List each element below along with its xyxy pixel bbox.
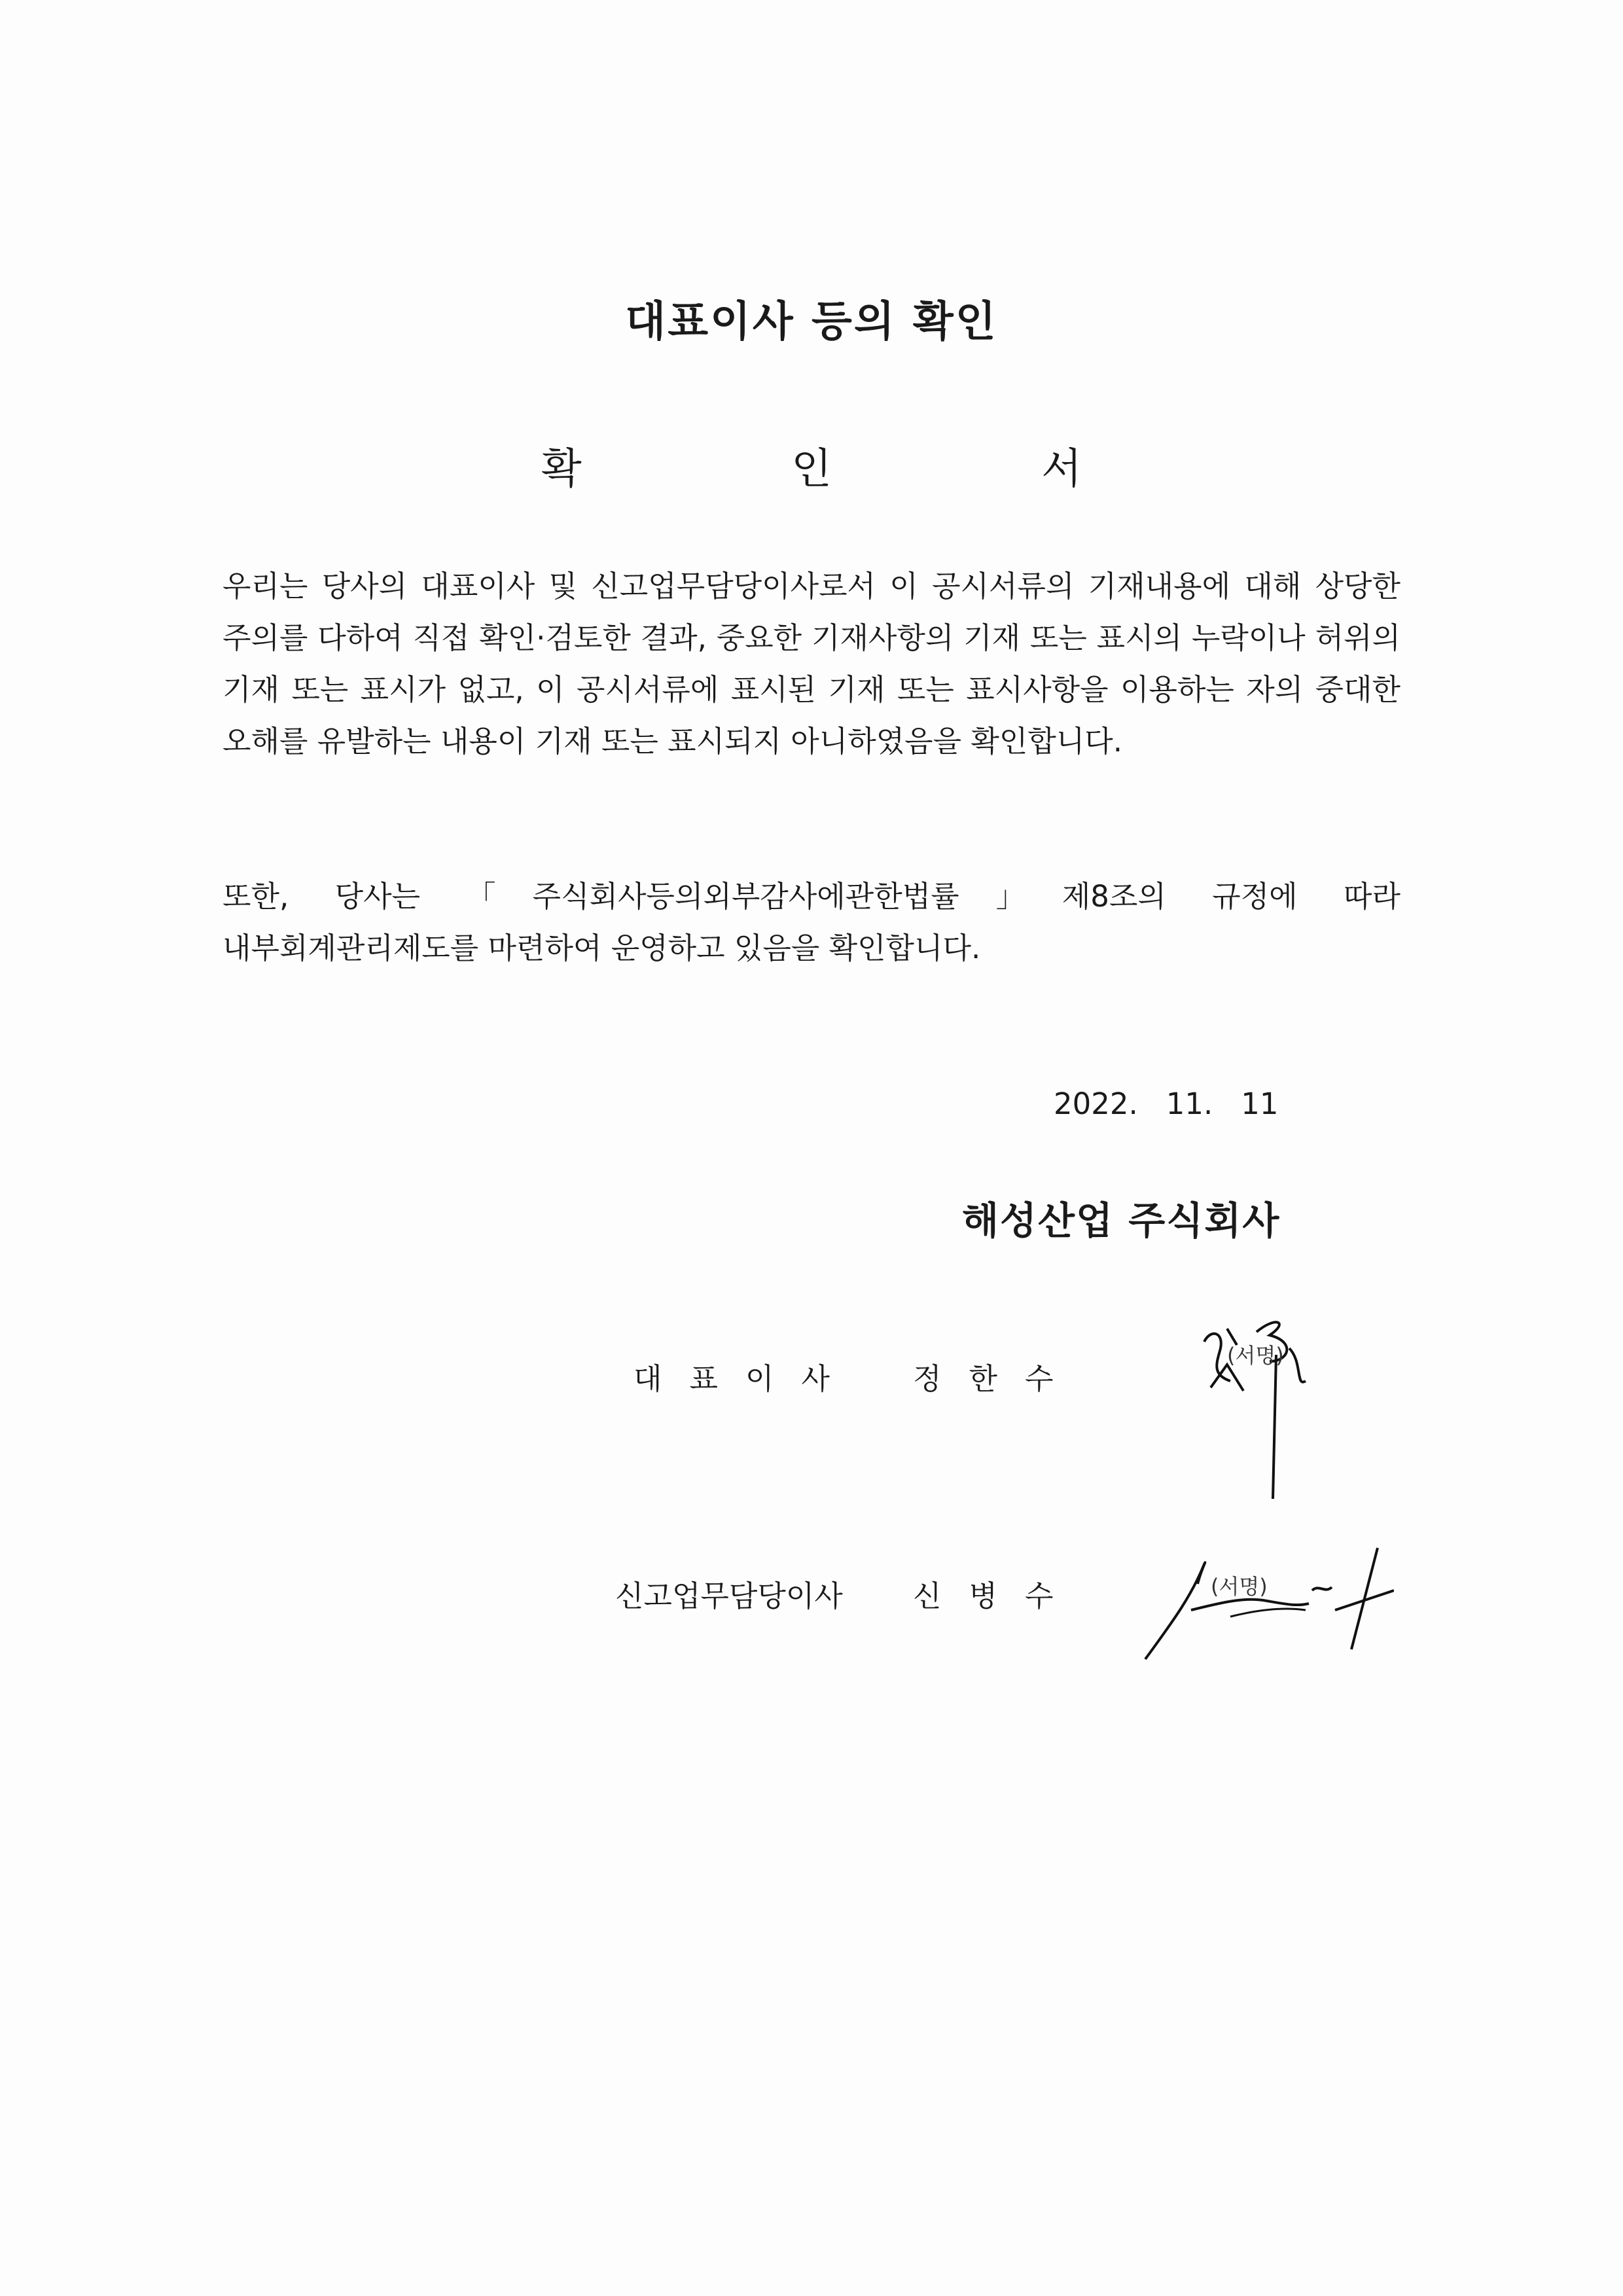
document-subheading: 확 인 서 [541, 445, 1181, 493]
confirmation-paragraph-2: 또한, 당사는 「주식회사등의외부감사에관한법률」제8조의 규정에 따라 내부회계관리제도를 마련하여 운영하고 있음을 확인합니다. [223, 879, 1400, 965]
ceo-signature [1191, 1316, 1322, 1505]
signatory-title-ceo: 대표이사 [633, 1361, 857, 1396]
signatory-title-disclosure-officer: 신고업무담당이사 [615, 1579, 843, 1613]
document-heading: 대표이사 등의 확인 [625, 298, 998, 346]
ceo-signature-mark: (서명) [1227, 1343, 1284, 1368]
disclosure-officer-signature [1132, 1545, 1394, 1662]
company-name: 해성산업 주식회사 [962, 1198, 1281, 1243]
confirmation-paragraph-1: 우리는 당사의 대표이사 및 신고업무담당이사로서 이 공시서류의 기재내용에 대해 상당한 주의를 다하여 직접 확인·검토한 결과, 중요한 기재사항의 기재 또는 표시의 누락이나 허위의 기재 또는 표시가 없고, 이 공시서류에 표시된 기재 또는 표시사항을 이용하는 자의 중대한 오해를 유발하는 내용이 기재 또는 표시되지 아니하였음을 확인합니다. [223, 569, 1400, 759]
document-date: 2022. 11. 11 [1054, 1086, 1279, 1121]
disclosure-officer-signature-mark: (서명) [1211, 1574, 1268, 1599]
signatory-name-disclosure-officer: 신병수 [913, 1579, 1081, 1613]
signatory-name-ceo: 정한수 [913, 1361, 1081, 1396]
